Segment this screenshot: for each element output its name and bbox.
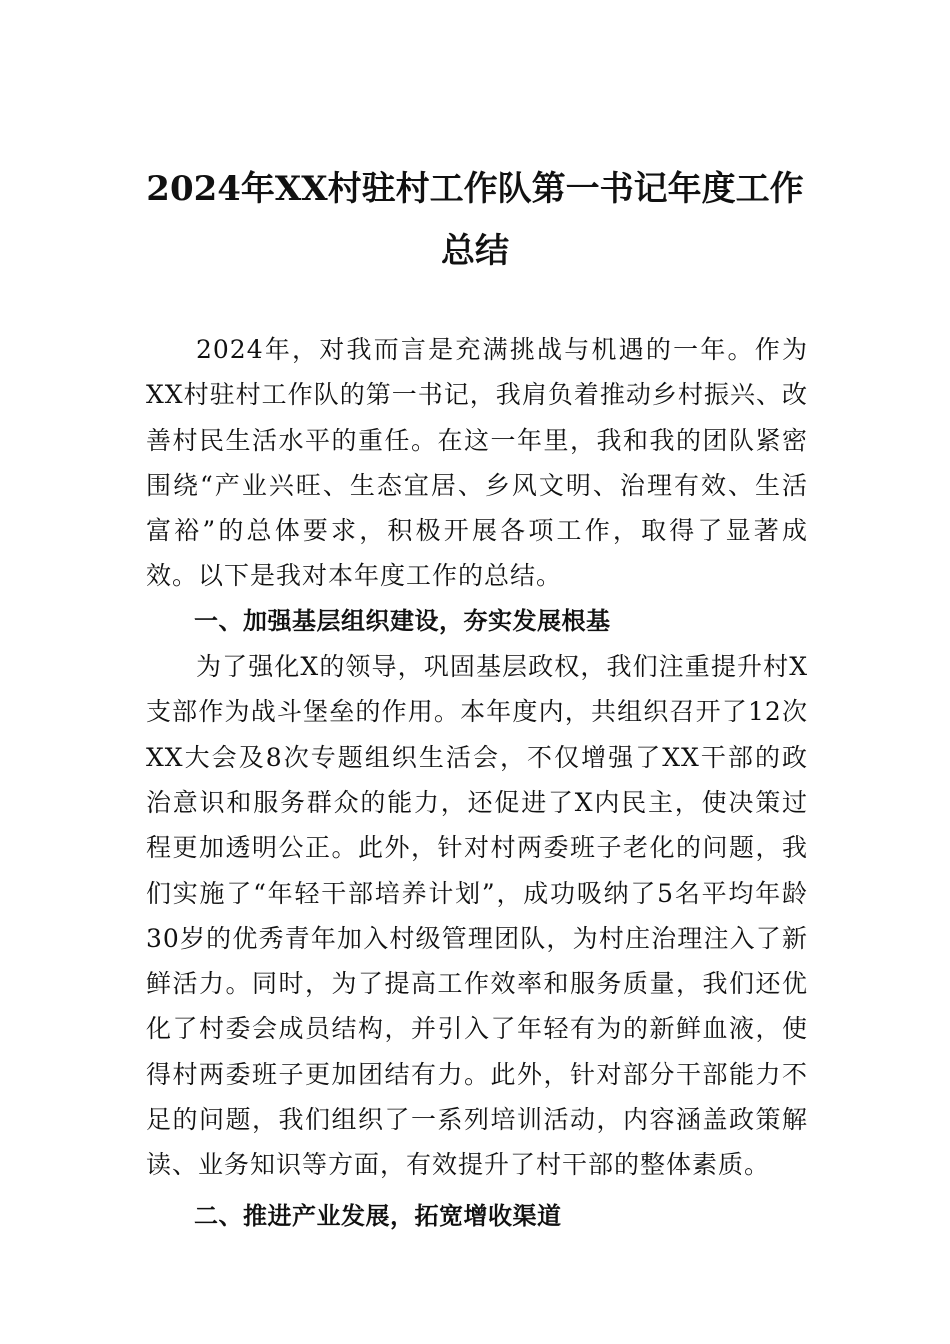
section-heading-2: 二、推进产业发展，拓宽增收渠道 <box>194 1201 562 1230</box>
document-title: 2024年XX村驻村工作队第一书记年度工作总结 <box>146 169 804 271</box>
section-heading-1: 一、加强基层组织建设，夯实发展根基 <box>194 606 611 635</box>
intro-paragraph: 2024年，对我而言是充满挑战与机遇的一年。作为XX村驻村工作队的第一书记，我肩负着推动乡村振兴、改善村民生活水平的重任。在这一年里，我和我的团队紧密围绕“产业兴旺、生态宜居、乡风文明、治理有效、生活富裕”的总体要求，积极开展各项工作，取得了显著成效。以下是我对本年度工作的总结。 <box>146 335 808 591</box>
document-body <box>146 327 808 1239</box>
section-1-paragraph: 为了强化X的领导，巩固基层政权，我们注重提升村X支部作为战斗堡垒的作用。本年度内，共组织召开了12次XX大会及8次专题组织生活会，不仅增强了XX干部的政治意识和服务群众的能力，还促进了X内民主，使决策过程更加透明公正。此外，针对村两委班子老化的问题，我们实施了“年轻干部培养计划”，成功吸纳了5名平均年龄30岁的优秀青年加入村级管理团队，为村庄治理注入了新鲜活力。同时，为了提高工作效率和服务质量，我们还优化了村委会成员结构，并引入了年轻有为的新鲜血液，使得村两委班子更加团结有力。此外，针对部分干部能力不足的问题，我们组织了一系列培训活动，内容涵盖政策解读、业务知识等方面，有效提升了村干部的整体素质。 <box>146 652 808 1180</box>
